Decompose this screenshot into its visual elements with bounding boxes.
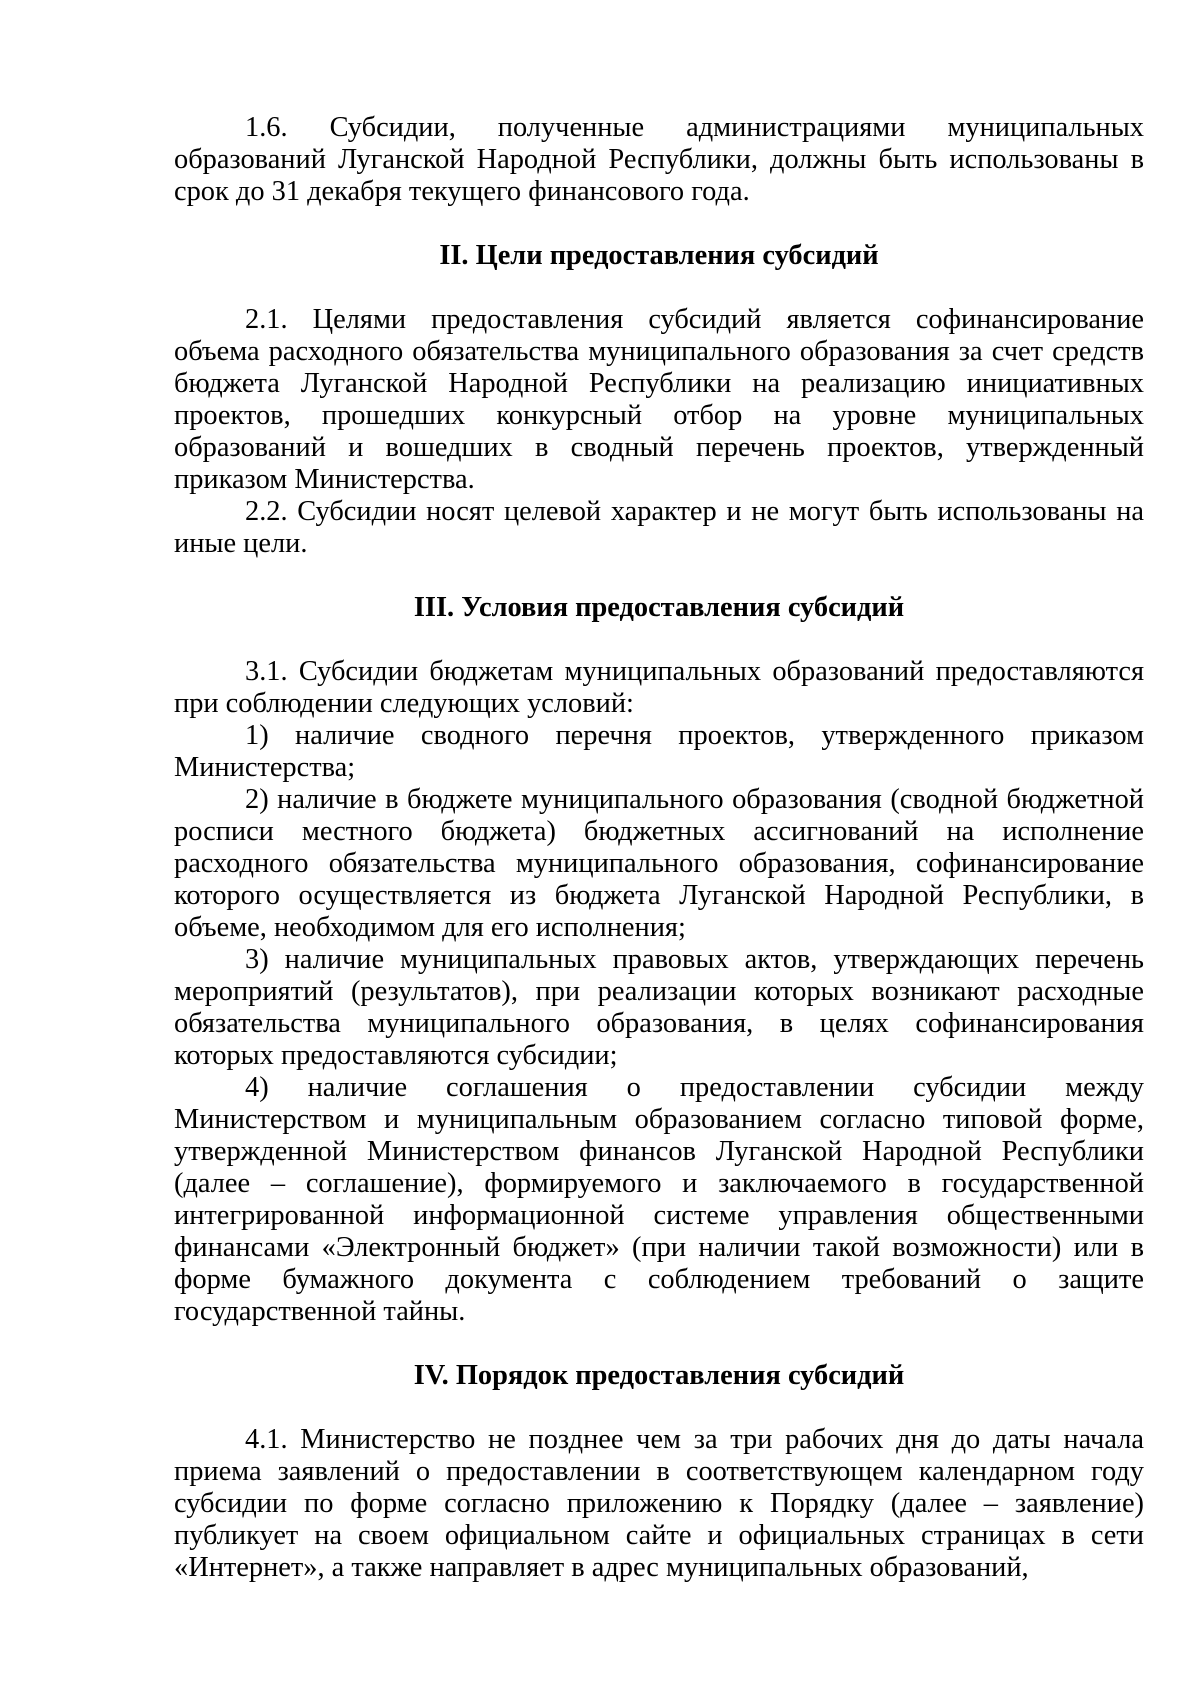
section-heading: II. Цели предоставления субсидий — [439, 240, 879, 271]
paragraph: 1) наличие сводного перечня проектов, утвержденного приказом Министерства; — [174, 720, 1144, 783]
paragraph: 2) наличие в бюджете муниципального образования (сводной бюджетной росписи местного бюджета) бюджетных ассигнований на исполнение расходного обязательства муниципального образования, софинансирование которого осуществляется из бюджета Луганской Народной Республики, в объеме, необходимом для его исполнения; — [174, 784, 1144, 943]
document-body — [174, 112, 1144, 1584]
section-spacer — [174, 560, 1144, 592]
section-spacer — [174, 272, 1144, 304]
paragraph: 4) наличие соглашения о предоставлении субсидии между Министерством и муниципальным образованием согласно типовой форме, утвержденной Министерством финансов Луганской Народной Республики (далее – соглашение), формируемого и заключаемого в государственной интегрированной информационной системе управления общественными финансами «Электронный бюджет» (при наличии такой возможности) или в форме бумажного документа с соблюдением требований о защите государственной тайны. — [174, 1072, 1144, 1327]
paragraph: 2.1. Целями предоставления субсидий является софинансирование объема расходного обязательства муниципального образования за счет средств бюджета Луганской Народной Республики на реализацию инициативных проектов, прошедших конкурсный отбор на уровне муниципальных образований и вошедших в сводный перечень проектов, утвержденный приказом Министерства. — [174, 304, 1144, 495]
paragraph: 2.2. Субсидии носят целевой характер и не могут быть использованы на иные цели. — [174, 496, 1144, 559]
section-heading: IV. Порядок предоставления субсидий — [413, 1360, 905, 1391]
section-heading: III. Условия предоставления субсидий — [413, 592, 905, 623]
section-spacer — [174, 624, 1144, 656]
paragraph: 1.6. Субсидии, полученные администрациями муниципальных образований Луганской Народной Республики, должны быть использованы в срок до 31 декабря текущего финансового года. — [174, 112, 1144, 207]
section-spacer — [174, 1328, 1144, 1360]
paragraph: 3) наличие муниципальных правовых актов, утверждающих перечень мероприятий (результатов), при реализации которых возникают расходные обязательства муниципального образования, в целях софинансирования которых предоставляются субсидии; — [174, 944, 1144, 1071]
section-spacer — [174, 208, 1144, 240]
paragraph: 4.1. Министерство не позднее чем за три рабочих дня до даты начала приема заявлений о предоставлении в соответствующем календарном году субсидии по форме согласно приложению к Порядку (далее – заявление) публикует на своем официальном сайте и официальных страницах в сети «Интернет», а также направляет в адрес муниципальных образований, — [174, 1424, 1144, 1583]
paragraph: 3.1. Субсидии бюджетам муниципальных образований предоставляются при соблюдении следующих условий: — [174, 656, 1144, 719]
section-spacer — [174, 1392, 1144, 1424]
